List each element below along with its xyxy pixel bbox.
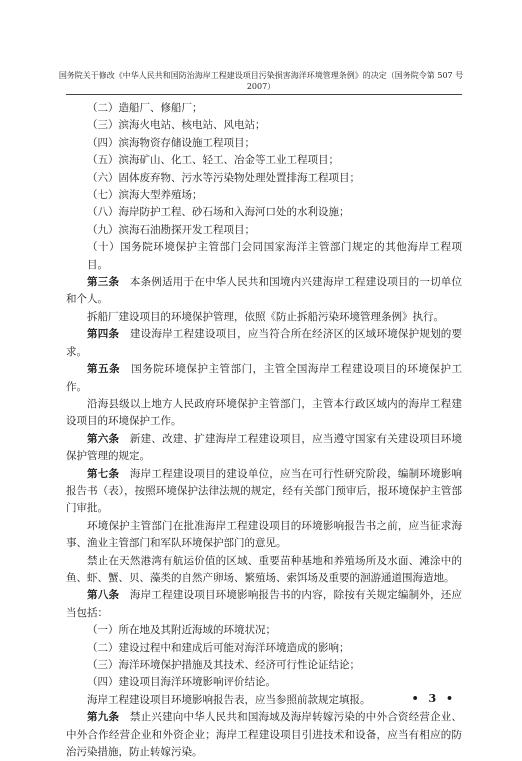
header-rule	[66, 94, 462, 95]
article-7	[66, 466, 462, 518]
list-item: （十）国务院环境保护主管部门会同国家海洋主管部门规定的其他海岸工程项目。	[87, 241, 462, 271]
article-6	[66, 431, 462, 466]
list-item: （四）建设项目海洋环境影响评价结论。	[87, 676, 276, 689]
article-8	[66, 587, 462, 622]
list-item: （五）滨海矿山、化工、轻工、冶金等工业工程项目；	[87, 154, 339, 167]
article-7-paragraph: 禁止在天然港湾有航运价值的区域、重要苗种基地和养殖场所及水面、滩涂中的鱼、虾、蟹、贝、藻类的自然产卵场、繁殖场、索饵场及重要的洄游通道围海造地。	[66, 554, 462, 584]
list-item: （二）造船厂、修船厂；	[87, 102, 203, 114]
list-item: （八）海岸防护工程、砂石场和入海河口处的水利设施；	[87, 206, 350, 219]
article-label: 第九条	[87, 711, 120, 724]
article-text: 海岸工程建设项目的建设单位，应当在可行性研究阶段，编制环境影响报告书（表），按照环境保护法律法规的规定，经有关部门预审后，报环境保护主管部门审批。	[66, 467, 463, 515]
list-item: （九）滨海石油勘探开发工程项目；	[87, 223, 255, 236]
header-line-2: 2007）	[246, 82, 276, 91]
article-5-paragraph: 沿海县级以上地方人民政府环境保护主管部门，主管本行政区域内的海岸工程建设项目的环境保护工作。	[66, 397, 462, 428]
article-9	[66, 709, 462, 761]
article-label: 第三条	[87, 276, 120, 289]
list-item: （一）所在地及其附近海域的环境状况；	[87, 624, 276, 637]
article-3-paragraph: 拆船厂建设项目的环境保护管理，依照《防止拆船污染环境管理条例》执行。	[87, 310, 444, 323]
page-number: • 3 •	[411, 692, 456, 705]
article-label: 第四条	[87, 328, 120, 341]
list-item: （二）建设过程中和建成后可能对海洋环境造成的影响；	[87, 641, 350, 654]
article-label: 第八条	[87, 589, 120, 602]
article-text: 国务院环境保护主管部门，主管全国海岸工程建设项目的环境保护工作。	[66, 363, 463, 393]
article-text: 海岸工程建设项目环境影响报告书的内容，除按有关规定编制外，还应当包括：	[66, 589, 463, 619]
article-text: 建设海岸工程建设项目，应当符合所在经济区的区域环境保护规划的要求。	[66, 328, 463, 358]
article-8-paragraph: 海岸工程建设项目环境影响报告表，应当参照前款规定填报。	[87, 693, 371, 706]
list-item: （三）滨海火电站、核电站、风电站；	[87, 119, 266, 132]
header-line-1: 国务院关于修改《中华人民共和国防治海岸工程建设项目污染损害海洋环境管理条例》的决定（国务院令第 507 号	[58, 71, 464, 80]
running-header	[40, 70, 482, 92]
list-item: （七）滨海大型养殖场；	[87, 189, 203, 202]
article-text: 本条例适用于在中华人民共和国境内兴建海岸工程建设项目的一切单位和个人。	[66, 276, 463, 306]
article-text: 新建、改建、扩建海岸工程建设项目，应当遵守国家有关建设项目环境保护管理的规定。	[66, 432, 463, 463]
list-item: （四）滨海物资存储设施工程项目；	[87, 136, 255, 149]
article-label: 第五条	[87, 363, 121, 376]
article-4	[66, 326, 462, 361]
article-label: 第六条	[87, 432, 120, 445]
document-body	[66, 100, 462, 761]
article-7-paragraph: 环境保护主管部门在批准海岸工程建设项目的环境影响报告书之前，应当征求海事、渔业主管部门和军队环境保护部门的意见。	[66, 519, 462, 550]
article-label: 第七条	[87, 467, 120, 480]
article-5	[66, 361, 462, 396]
article-text: 禁止兴建向中华人民共和国海域及海岸转嫁污染的中外合资经营企业、中外合作经营企业和外资企业；海岸工程建设项目引进技术和设备，应当有相应的防治污染措施，防止转嫁污染。	[66, 711, 463, 759]
article-3	[66, 274, 462, 309]
list-item: （六）固体废弃物、污水等污染物处理处置排海工程项目；	[87, 171, 360, 184]
list-item: （三）海洋环境保护措施及其技术、经济可行性论证结论；	[87, 659, 360, 671]
